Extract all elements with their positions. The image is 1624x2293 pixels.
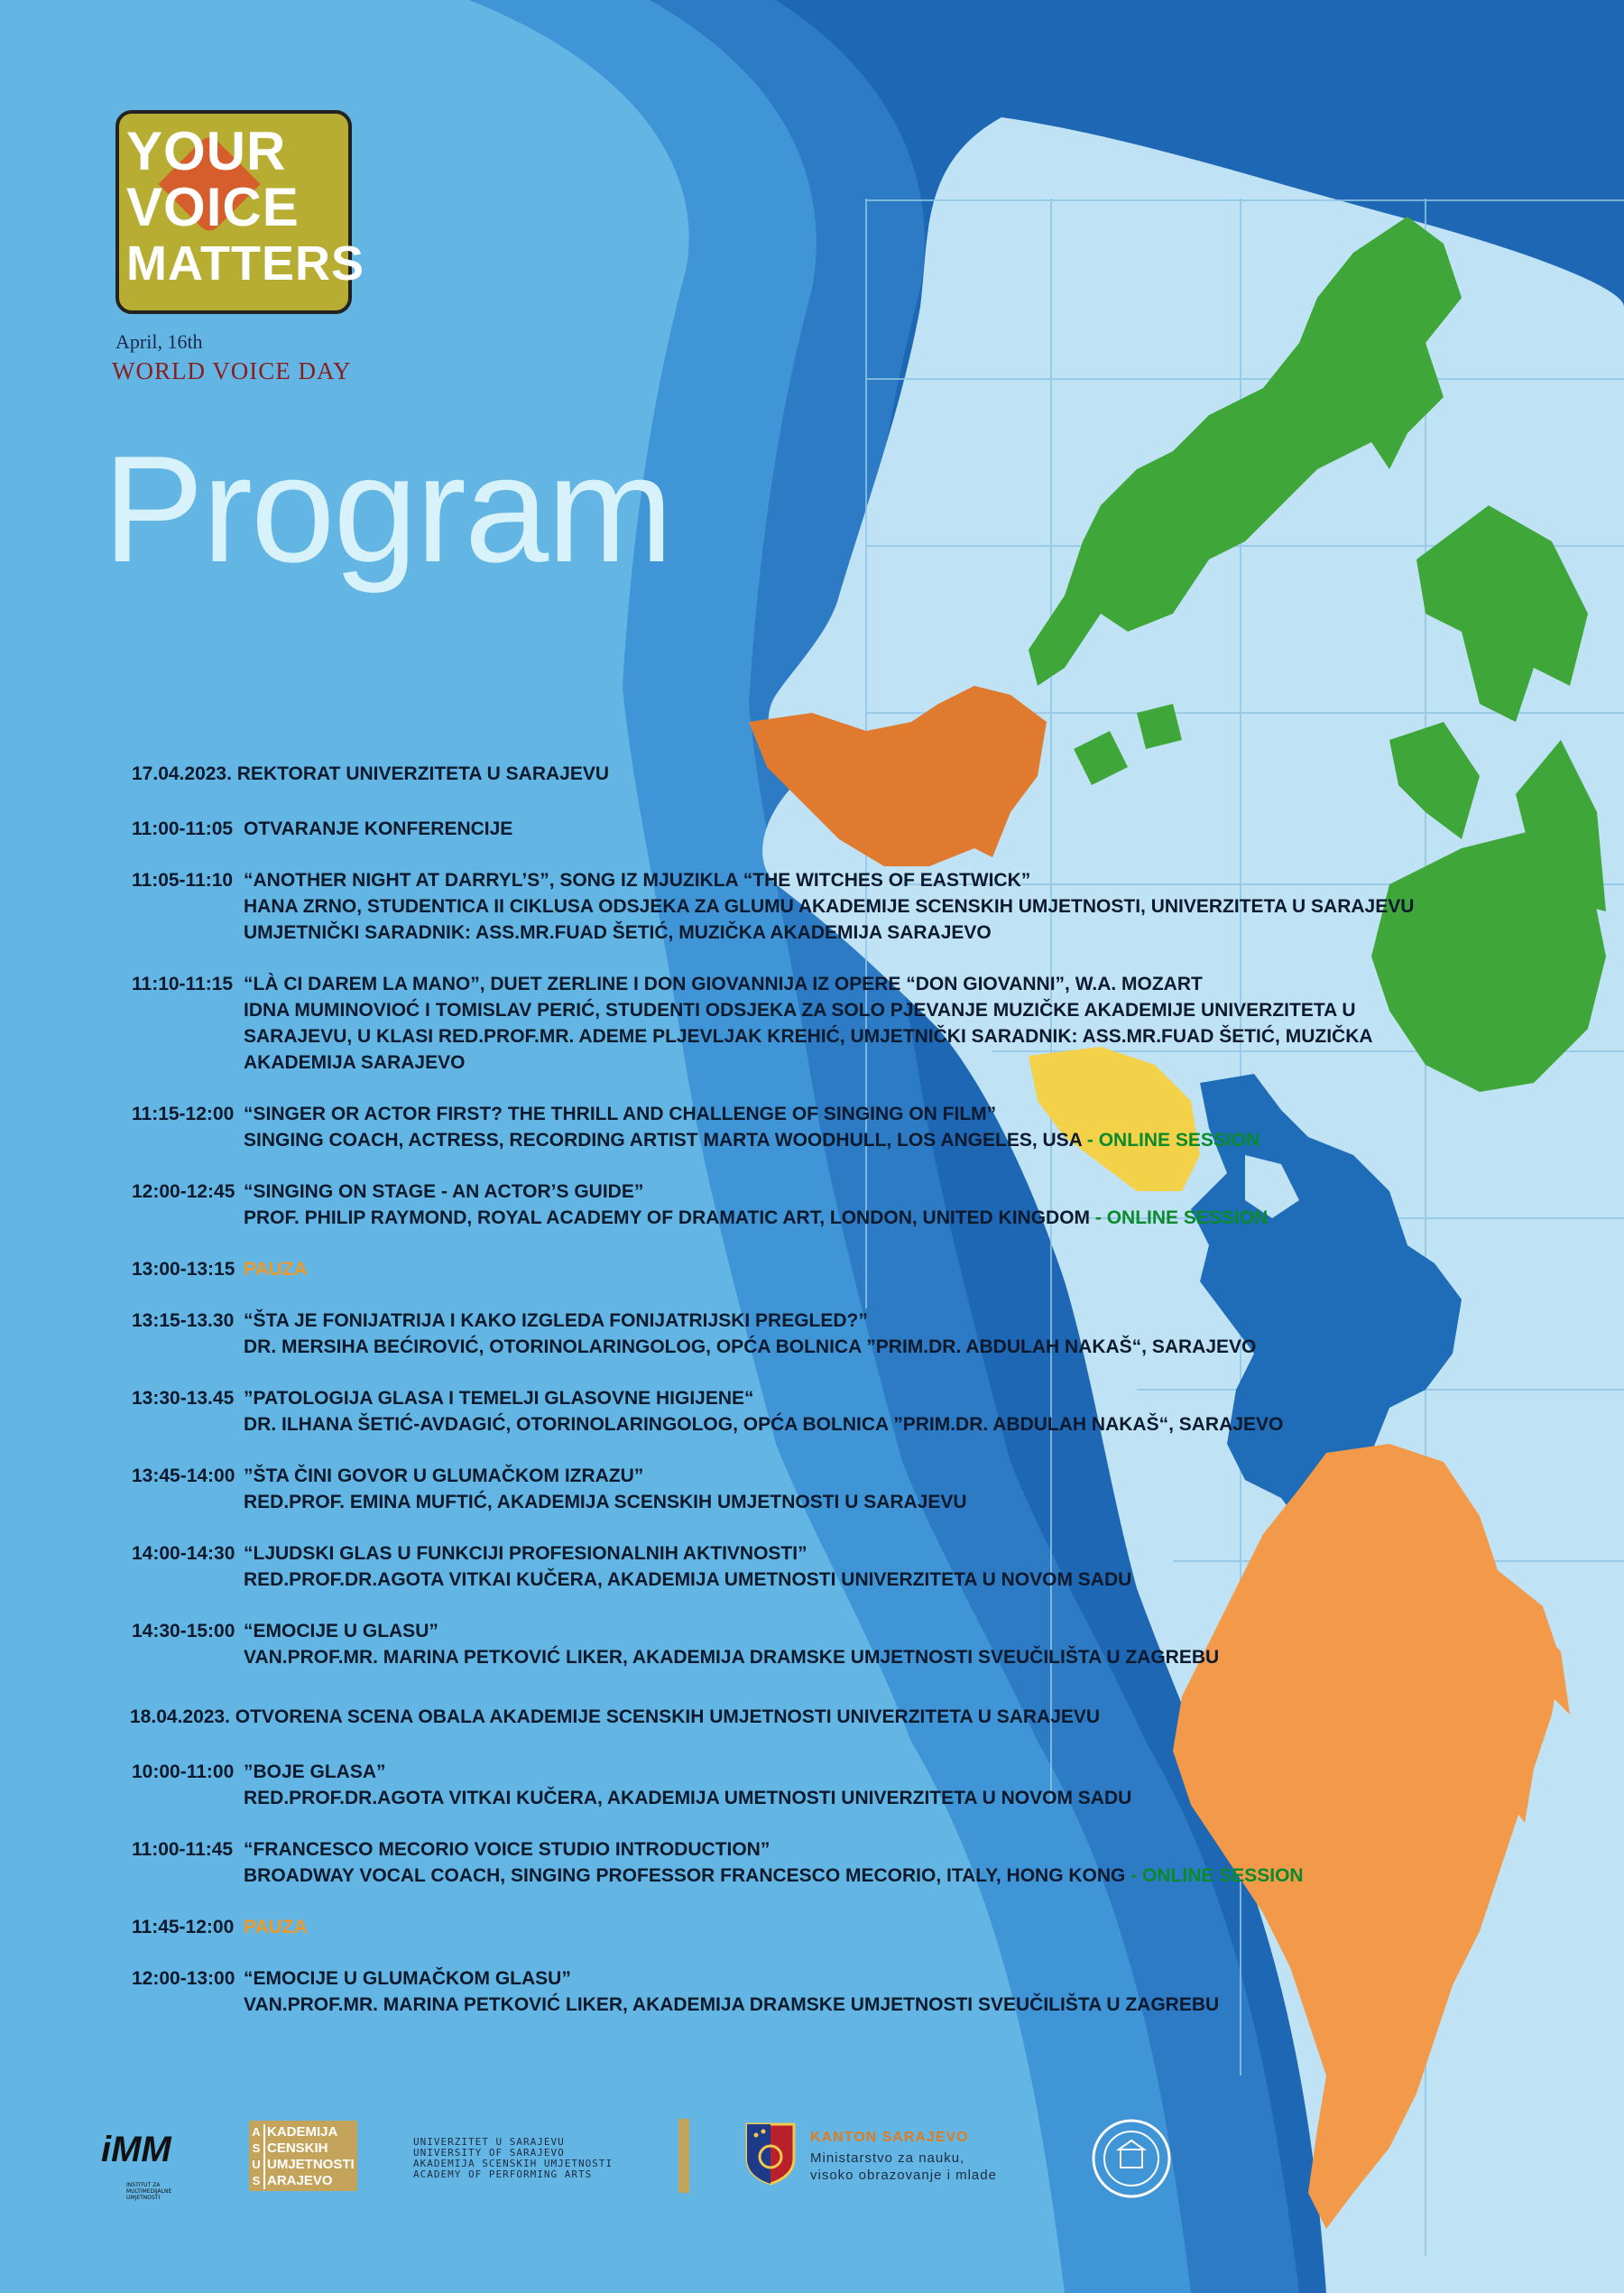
asu-letter: U [252, 2158, 261, 2171]
online-session-label: - ONLINE SESSION [1130, 1865, 1304, 1886]
item-time: 13:45-14:00 [132, 1465, 235, 1486]
item-speaker: BROADWAY VOCAL COACH, SINGING PROFESSOR FRANCESCO MECORIO, ITALY, HONG KONG [244, 1865, 1131, 1886]
program-item [132, 1759, 1575, 1811]
item-title: ”ŠTA ČINI GOVOR U GLUMAČKOM IZRAZU” [244, 1465, 644, 1486]
program-item-pause [132, 1914, 1575, 1940]
item-detail: IDNA MUMINOVIOĆ I TOMISLAV PERIĆ, STUDENTI ODSJEKA ZA SOLO PJEVANJE MUZIČKE AKADEMIJE UNIVERZITETA U SARAJEVU, U KLASI RED.PROF.MR. ADEME PLJEVLJAK KREHIĆ, UMJETNIČKI SARADNIK: ASS.MR.FUAD ŠETIĆ, MUZIČKA AKADEMIJA SARAJEVO [244, 1000, 1372, 1073]
item-time: 11:05-11:10 [132, 870, 234, 891]
item-time: 13:30-13.45 [132, 1388, 235, 1409]
item-title: “LÀ CI DAREM LA MANO”, DUET ZERLINE I DON GIOVANNIJA IZ OPERE “DON GIOVANNI”, W.A. MOZART [244, 974, 1203, 994]
unsa-line: AKADEMIJA SCENSKIH UMJETNOSTI [413, 2158, 614, 2169]
kanton-line: visoko obrazovanje i mlade [810, 2168, 997, 2183]
university-seal-icon [1090, 2117, 1173, 2200]
asu-letters [249, 2124, 265, 2189]
item-time: 11:00-11:05 [132, 818, 234, 839]
program-item [132, 1179, 1575, 1231]
sponsor-logos [0, 2103, 1624, 2211]
asu-letter: S [252, 2174, 261, 2187]
item-time: 11:00-11:45 [132, 1839, 234, 1860]
program-item-pause [132, 1256, 1575, 1282]
item-title: ”PATOLOGIJA GLASA I TEMELJI GLASOVNE HIGIJENE“ [244, 1388, 754, 1409]
divider-bar [678, 2119, 689, 2193]
online-session-label: - ONLINE SESSION [1086, 1130, 1260, 1151]
program-item [132, 816, 1575, 842]
your-voice-matters-logo [106, 106, 364, 323]
item-time: 13:00-13:15 [132, 1259, 235, 1280]
item-time: 13:15-13.30 [132, 1310, 235, 1331]
logo-line-3: MATTERS [126, 236, 364, 291]
item-title: “ANOTHER NIGHT AT DARRYL’S”, SONG IZ MJUZIKLA “THE WITCHES OF EASTWICK” [244, 870, 1031, 891]
item-time: 11:10-11:15 [132, 974, 234, 994]
item-detail: DR. MERSIHA BEĆIROVIĆ, OTORINOLARINGOLOG, OPĆA BOLNICA ”PRIM.DR. ABDULAH NAKAŠ“, SARAJEVO [244, 1336, 1257, 1357]
item-time: 11:15-12:00 [132, 1104, 235, 1124]
program-item [132, 1965, 1575, 2018]
asu-line: CENSKIH [267, 2140, 328, 2156]
kanton-line: Ministarstvo za nauku, [810, 2150, 965, 2166]
item-time: 14:30-15:00 [132, 1621, 235, 1641]
day-header: 17.04.2023. REKTORAT UNIVERZITETA U SARAJEVU [132, 763, 610, 784]
item-time: 12:00-13:00 [132, 1968, 235, 1989]
unsa-line: UNIVERZITET U SARAJEVU [413, 2136, 565, 2148]
online-session-label: - ONLINE SESSION [1094, 1207, 1269, 1228]
item-detail: DR. ILHANA ŠETIĆ-AVDAGIĆ, OTORINOLARINGOLOG, OPĆA BOLNICA ”PRIM.DR. ABDULAH NAKAŠ“, SARAJEVO [244, 1414, 1284, 1435]
item-time: 12:00-12:45 [132, 1181, 235, 1202]
unsa-line: UNIVERSITY OF SARAJEVO [413, 2147, 565, 2159]
item-detail [132, 1127, 1534, 1153]
logo-line-2: VOICE [126, 177, 300, 237]
item-title: “EMOCIJE U GLUMAČKOM GLASU” [244, 1968, 571, 1989]
program-item [132, 1463, 1575, 1515]
pause-label: PAUZA [244, 1917, 308, 1937]
item-time: 11:45-12:00 [132, 1917, 235, 1937]
asu-text [267, 2124, 355, 2189]
item-speaker: PROF. PHILIP RAYMOND, ROYAL ACADEMY OF DRAMATIC ART, LONDON, UNITED KINGDOM [244, 1207, 1095, 1228]
program-item [132, 1836, 1575, 1889]
asu-logo [249, 2121, 357, 2191]
item-title: “EMOCIJE U GLASU” [244, 1621, 438, 1641]
asu-line: ARAJEVO [267, 2173, 333, 2188]
day-header: 18.04.2023. OTVORENA SCENA OBALA AKADEMIJE SCENSKIH UMJETNOSTI UNIVERZITETA U SARAJEVU [130, 1706, 1101, 1727]
item-speaker: SINGING COACH, ACTRESS, RECORDING ARTIST MARTA WOODHULL, LOS ANGELES, USA [244, 1130, 1087, 1151]
program-item [132, 1385, 1575, 1438]
kanton-ministry [810, 2150, 997, 2184]
item-detail: RED.PROF. EMINA MUFTIĆ, AKADEMIJA SCENSKIH UMJETNOSTI U SARAJEVU [244, 1492, 967, 1512]
item-title: “SINGER OR ACTOR FIRST? THE THRILL AND CHALLENGE OF SINGING ON FILM” [244, 1104, 997, 1124]
item-title: ”BOJE GLASA” [244, 1761, 386, 1782]
logo-line-1: YOUR [126, 121, 287, 181]
kanton-sarajevo-logo [745, 2119, 1070, 2191]
program-item [132, 1308, 1575, 1360]
imm-logo-subtext: INSTITUT ZA MULTIMEDIJALNE UMJETNOSTI [126, 2182, 172, 2201]
program-item [132, 1540, 1575, 1593]
logo-world-voice-day: WORLD VOICE DAY [112, 357, 352, 384]
program-item [132, 1618, 1575, 1670]
item-title: “ŠTA JE FONIJATRIJA I KAKO IZGLEDA FONIJATRIJSKI PREGLED?” [244, 1310, 868, 1331]
item-detail [132, 1863, 1534, 1889]
unsa-line: ACADEMY OF PERFORMING ARTS [413, 2168, 593, 2180]
item-title: “LJUDSKI GLAS U FUNKCIJI PROFESIONALNIH AKTIVNOSTI” [244, 1543, 807, 1564]
asu-letter: S [252, 2141, 261, 2155]
item-title: “SINGING ON STAGE - AN ACTOR’S GUIDE” [244, 1181, 644, 1202]
program-list [132, 758, 1575, 2043]
item-time: 14:00-14:30 [132, 1543, 235, 1564]
item-detail: UMJETNIČKI SARADNIK: ASS.MR.FUAD ŠETIĆ, MUZIČKA AKADEMIJA SARAJEVO [244, 922, 992, 943]
item-detail: HANA ZRNO, STUDENTICA II CIKLUSA ODSJEKA ZA GLUMU AKADEMIJE SCENSKIH UMJETNOSTI, UNIVERZITETA U SARAJEVU [244, 896, 1415, 917]
item-detail: RED.PROF.DR.AGOTA VITKAI KUČERA, AKADEMIJA UMETNOSTI UNIVERZITETA U NOVOM SADU [244, 1569, 1132, 1590]
program-item [132, 1101, 1575, 1153]
asu-line: UMJETNOSTI [267, 2157, 355, 2172]
coat-of-arms-icon [745, 2122, 796, 2186]
program-item [132, 971, 1575, 1076]
pause-label: PAUZA [244, 1259, 308, 1280]
imm-logo [101, 2130, 182, 2201]
item-detail: RED.PROF.DR.AGOTA VITKAI KUČERA, AKADEMIJA UMETNOSTI UNIVERZITETA U NOVOM SADU [244, 1788, 1132, 1808]
item-time: 10:00-11:00 [132, 1761, 235, 1782]
asu-letter: A [252, 2125, 261, 2139]
program-item [132, 867, 1575, 946]
item-detail: VAN.PROF.MR. MARINA PETKOVIĆ LIKER, AKADEMIJA DRAMSKE UMJETNOSTI SVEUČILIŠTA U ZAGREBU [244, 1994, 1220, 2015]
page-title: Program [103, 424, 672, 594]
asu-line: KADEMIJA [267, 2124, 338, 2140]
kanton-title: KANTON SARAJEVO [810, 2130, 969, 2145]
item-detail: VAN.PROF.MR. MARINA PETKOVIĆ LIKER, AKADEMIJA DRAMSKE UMJETNOSTI SVEUČILIŠTA U ZAGREBU [244, 1647, 1220, 1668]
item-detail [132, 1205, 1534, 1231]
imm-logo-text: iMM [101, 2130, 171, 2169]
logo-date: April, 16th [115, 330, 203, 353]
item-title: OTVARANJE KONFERENCIJE [244, 818, 513, 839]
item-title: “FRANCESCO MECORIO VOICE STUDIO INTRODUCTION” [244, 1839, 770, 1860]
unsa-academy-text [413, 2137, 648, 2180]
